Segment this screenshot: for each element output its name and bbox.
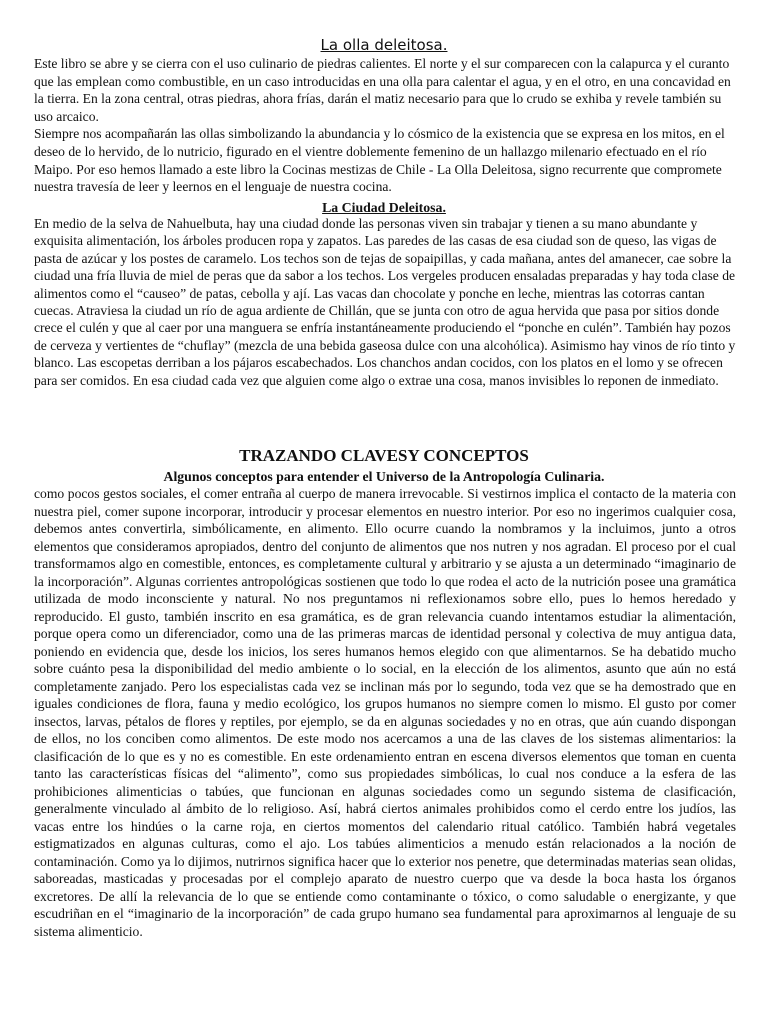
section-title-olla-deleitosa: La olla deleitosa. [320,36,448,54]
paragraph: como pocos gestos sociales, el comer entraña al cuerpo de manera irrevocable. Si vestirnos implica el contacto de la materia con nuestra piel, comer supone incorporar, introducir y procesar elementos en nuestro interior. Por eso no ingerimos cualquier cosa, debemos antes convertirla, simbólicamente, en alimento. Ello ocurre cuando la nombramos y la incluimos, junto a otros elementos que consideramos apropiados, dentro del conjunto de alimentos que nos nutren y nos agradan. El proceso por el cual transformamos algo en comestible, entonces, es completamente cultural y arbitrario y se ajusta a un determinado “imaginario de la incorporación”. Algunas corrientes antropológicas sostienen que todo lo que rodea el acto de la nutrición posee una gramática utilizada de modo inconsciente y natural. No nos preguntamos ni reflexionamos sobre ello, pues lo hemos heredado y reproducido. El gusto, también inscrito en esa gramática, es de gran relevancia cuando intentamos estudiar la alimentación, porque opera como un diferenciador, como una de las primeras marcas de identidad personal y colectiva de muy antigua data, poniendo en evidencia que, desde los inicios, los seres humanos hemos elegido con que alimentarnos. Se ha debatido mucho sobre cuánto pesa la disponibilidad del medio ambiente o lo social, en la elección de los alimentos, asunto que aún no está completamente zanjado. Pero los especialistas cada vez se inclinan más por lo segundo, toda vez que se ha demostrado que en iguales condiciones de flora, fauna y medio ecológico, los grupos humanos no siempre comen lo mismo. El gusto por comer insectos, larvas, pétalos de flores y reptiles, por ejemplo, se da en algunas sociedades y no en otras, que aún cuando dispongan de ellos, no los conciben como alimentos. De este modo nos acercamos a una de las claves de los sistemas alimentarios: la clasificación de lo que es y no es comestible. En este ordenamiento entran en escena diversos elementos que toman en cuenta tanto las características físicas del “alimento”, como sus propiedades simbólicas, lo cual nos conduce a la esfera de las prohibiciones alimenticias o tabúes, que funcionan en algunas sociedades como un segundo sistema de clasificación, generalmente vinculado al ámbito de lo religioso. Así, habrá ciertos animales prohibidos como el cerdo entre los judíos, las vacas entre los hindúes o la carne roja, en ciertos momentos del calendario ritual católico. También habrá vegetales estigmatizados en algunas culturas, como el ajo. Los tabúes alimenticios a menudo están relacionados a la noción de contaminación. Como ya lo dijimos, nutrirnos significa hacer que lo exterior nos penetre, que determinadas materias sean olidas, saboreadas, masticadas y procesadas por el complejo aparato de nuestro cuerpo que va desde la boca hasta los órganos excretores. De allí la relevancia de lo que se entiende como contaminante o tóxico, o como saludable o energizante, y que escudriñan en el “imaginario de la incorporación” de cada grupo humano sea fundamental para aproximarnos al lenguaje de su sistema alimenticio. [34,486,736,939]
chapter-subheading: Algunos conceptos para entender el Universo de la Antropología Culinaria. [163,469,605,484]
paragraph: Siempre nos acompañarán las ollas simbolizando la abundancia y lo cósmico de la existencia que se expresa en los mitos, en el deseo de lo hervido, de lo nutricio, figurado en el vientre doblemente femenino de un hallazgo milenario efectuado en el río Maipo. Por eso hemos llamado a este libro la Cocinas mestizas de Chile - La Olla Deleitosa, signo recurrente que compromete nuestra travesía de leer y leernos en el lenguaje de nuestra cocina. [34,126,725,195]
chapter-heading: TRAZANDO CLAVESY CONCEPTOS [239,446,529,465]
paragraph: Este libro se abre y se cierra con el uso culinario de piedras calientes. El norte y el sur comparecen con la calapurca y el curanto que las emplean como combustible, en un caso introducidas en una olla para calentar el agua, y en el otro, en una concavidad en la tierra. En la zona central, otras piedras, ahora frías, darán el matiz necesario para que lo crudo se exhiba y revele también su uso arcaico. [34,56,731,124]
section-title-ciudad-deleitosa: La Ciudad Deleitosa. [322,200,446,215]
section-olla-deleitosa-text [34,55,736,196]
paragraph: En medio de la selva de Nahuelbuta, hay una ciudad donde las personas viven sin trabajar y tienen a su mano abundante y exquisita alimentación, los árboles producen ropa y zapatos. Las paredes de las casas de esa ciudad son de queso, las vigas de pasta de azúcar y los postes de caramelo. Los techos son de tejas de sopaipillas, y cada mañana, antes del amanecer, cae sobre la ciudad una fría lluvia de miel de peras que da sabor a los techos. Los vergeles producen ensaladas preparadas y hay toda clase de alimentos como el “causeo” de patas, cebolla y ají. Las vacas dan chocolate y ponche en leche, mientras las cotorras cantan cuecas. Atraviesa la ciudad un río de agua ardiente de Chillán, que se junta con otro de agua hervida que pasa por sitios donde crece el culén y que al caer por una manguera se enfría instantáneamente produciendo el “ponche en culén”. También hay pozos de cerveza y vertientes de “chuflay” (mezcla de una bebida gaseosa dulce con una alcohólica). Asimismo hay vinos de río tinto y blanco. Las escopetas derriban a los pájaros escabechados. Los chanchos andan cocidos, con los platos en el lomo y se ofrecen para ser comidos. En esa ciudad cada vez que alguien come algo o extrae una cosa, manos invisibles lo reponen de inmediato. [34,216,736,388]
